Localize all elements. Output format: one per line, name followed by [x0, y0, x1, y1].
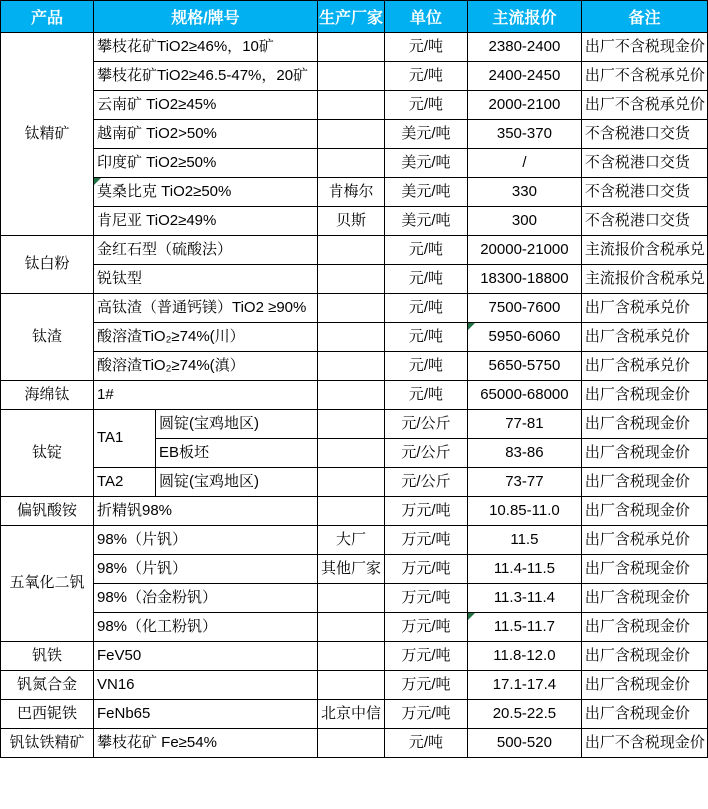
maker-cell	[317, 381, 384, 410]
note-cell	[581, 207, 707, 236]
price-cell	[467, 410, 581, 439]
cell-text: 元/吨	[408, 298, 444, 316]
cell-text: 万元/吨	[401, 704, 451, 722]
cell-text: 出厂不含税承兑价	[584, 95, 705, 113]
cell-text: 万元/吨	[401, 617, 451, 635]
table-row	[1, 671, 708, 700]
note-cell	[581, 410, 707, 439]
cell-text: 11.3-11.4	[493, 588, 555, 606]
cell-text: 20000-21000	[480, 240, 569, 258]
table-row	[1, 497, 708, 526]
cell-text: /	[522, 153, 527, 171]
cell-text: 77-81	[505, 414, 544, 432]
product-cell	[1, 729, 94, 758]
column-header-3: 单位	[384, 1, 467, 33]
note-cell	[581, 62, 707, 91]
spec-cell	[93, 497, 317, 526]
cell-text: TA1	[96, 429, 124, 447]
cell-text: 98%（片钒）	[96, 559, 188, 577]
maker-cell	[317, 555, 384, 584]
cell-text: 元/吨	[408, 327, 444, 345]
maker-cell	[317, 410, 384, 439]
spec-cell	[93, 671, 317, 700]
unit-cell	[384, 468, 467, 497]
table-row	[1, 323, 708, 352]
cell-text: 1#	[96, 385, 114, 403]
spec-cell	[93, 352, 317, 381]
unit-cell	[384, 642, 467, 671]
cell-text: 主流报价含税承兑	[584, 269, 705, 287]
maker-cell	[317, 149, 384, 178]
unit-cell	[384, 120, 467, 149]
cell-text: 出厂含税现金价	[584, 675, 690, 693]
price-cell	[467, 729, 581, 758]
maker-cell	[317, 700, 384, 729]
cell-text: 酸溶渣TiO₂≥74%(川）	[96, 327, 245, 345]
note-cell	[581, 468, 707, 497]
spec-cell	[93, 584, 317, 613]
unit-cell	[384, 265, 467, 294]
cell-text: 出厂含税现金价	[584, 588, 690, 606]
cell-text: 元/公斤	[401, 414, 451, 432]
cell-text: 钒钛铁精矿	[9, 733, 85, 751]
cell-text: 出厂含税现金价	[584, 559, 690, 577]
price-cell	[467, 381, 581, 410]
column-header-2: 生产厂家	[317, 1, 384, 33]
note-cell	[581, 497, 707, 526]
maker-cell	[317, 91, 384, 120]
unit-cell	[384, 410, 467, 439]
spec-cell	[93, 91, 317, 120]
cell-text: 圆锭(宝鸡地区)	[158, 472, 259, 490]
cell-text: 金红石型（硫酸法）	[96, 240, 232, 258]
spec-cell	[93, 265, 317, 294]
cell-text: 11.8-12.0	[493, 646, 556, 664]
note-cell	[581, 613, 707, 642]
note-cell	[581, 381, 707, 410]
maker-cell	[317, 613, 384, 642]
unit-cell	[384, 381, 467, 410]
unit-cell	[384, 671, 467, 700]
maker-cell	[317, 729, 384, 758]
cell-text: 其他厂家	[320, 559, 381, 577]
unit-cell	[384, 178, 467, 207]
unit-cell	[384, 613, 467, 642]
note-cell	[581, 642, 707, 671]
note-cell	[581, 584, 707, 613]
spec-cell	[93, 62, 317, 91]
note-cell	[581, 236, 707, 265]
price-cell	[467, 265, 581, 294]
table-row	[1, 642, 708, 671]
header-row	[1, 1, 708, 33]
price-cell	[467, 613, 581, 642]
cell-text: 出厂含税现金价	[584, 646, 690, 664]
cell-text: 11.5	[510, 530, 539, 548]
spec-cell	[93, 149, 317, 178]
unit-cell	[384, 729, 467, 758]
cell-text: 圆锭(宝鸡地区)	[158, 414, 259, 432]
price-cell	[467, 120, 581, 149]
table-row	[1, 120, 708, 149]
price-cell	[467, 91, 581, 120]
cell-text: 出厂含税承兑价	[584, 327, 690, 345]
cell-text: 出厂含税现金价	[584, 385, 690, 403]
spec-cell	[93, 613, 317, 642]
unit-cell	[384, 91, 467, 120]
cell-text: 酸溶渣TiO₂≥74%(滇）	[96, 356, 245, 374]
spec-cell	[93, 120, 317, 149]
unit-cell	[384, 62, 467, 91]
cell-text: 钛精矿	[24, 124, 70, 142]
table-row	[1, 555, 708, 584]
cell-text: 300	[511, 211, 537, 229]
cell-text: 5950-6060	[488, 327, 561, 345]
price-cell	[467, 62, 581, 91]
spec-cell	[93, 555, 317, 584]
price-cell	[467, 671, 581, 700]
cell-text: 元/吨	[408, 269, 444, 287]
unit-cell	[384, 236, 467, 265]
note-cell	[581, 555, 707, 584]
note-cell	[581, 265, 707, 294]
cell-text: 不含税港口交货	[584, 211, 690, 229]
cell-text: 元/吨	[408, 385, 444, 403]
column-header-5: 备注	[581, 1, 707, 33]
maker-cell	[317, 642, 384, 671]
product-cell	[1, 526, 94, 642]
maker-cell	[317, 439, 384, 468]
form-cell	[155, 439, 317, 468]
cell-text: 攀枝花矿TiO2≥46.5-47%，20矿	[96, 66, 309, 84]
cell-text: 肯梅尔	[328, 182, 374, 200]
cell-text: 美元/吨	[401, 124, 451, 142]
cell-text: 65000-68000	[480, 385, 569, 403]
note-cell	[581, 352, 707, 381]
cell-text: 500-520	[496, 733, 552, 751]
cell-text: 出厂含税现金价	[584, 617, 690, 635]
price-cell	[467, 178, 581, 207]
unit-cell	[384, 207, 467, 236]
maker-cell	[317, 671, 384, 700]
cell-text: 10.85-11.0	[489, 501, 560, 519]
cell-text: 73-77	[505, 472, 544, 490]
cell-text: 钛锭	[31, 443, 62, 461]
spec-cell	[93, 729, 317, 758]
table-row	[1, 149, 708, 178]
cell-text: 印度矿 TiO2≥50%	[96, 153, 217, 171]
cell-text: 钒铁	[31, 646, 62, 664]
cell-text: 折精钒98%	[96, 501, 173, 519]
cell-text: 万元/吨	[401, 588, 451, 606]
cell-text: 出厂不含税承兑价	[584, 66, 705, 84]
spec-cell	[93, 294, 317, 323]
cell-text: 海绵钛	[24, 385, 70, 403]
cell-text: 98%（冶金粉钒）	[96, 588, 218, 606]
cell-text: 元/吨	[408, 95, 444, 113]
cell-text: 出厂含税现金价	[584, 704, 690, 722]
cell-text: 2000-2100	[488, 95, 561, 113]
grade-cell	[93, 468, 155, 497]
cell-text: FeNb65	[96, 704, 151, 722]
maker-cell	[317, 265, 384, 294]
cell-text: 5650-5750	[488, 356, 561, 374]
cell-text: 攀枝花矿TiO2≥46%，10矿	[96, 37, 274, 55]
cell-text: 越南矿 TiO2>50%	[96, 124, 217, 142]
cell-text: 钛渣	[31, 327, 62, 345]
note-cell	[581, 729, 707, 758]
price-cell	[467, 468, 581, 497]
spec-cell	[93, 236, 317, 265]
spec-cell	[93, 178, 317, 207]
table-row	[1, 526, 708, 555]
product-cell	[1, 642, 94, 671]
spec-cell	[93, 33, 317, 62]
note-cell	[581, 526, 707, 555]
maker-cell	[317, 62, 384, 91]
cell-text: 2380-2400	[488, 37, 561, 55]
cell-text: 出厂含税承兑价	[584, 530, 690, 548]
price-cell	[467, 236, 581, 265]
unit-cell	[384, 555, 467, 584]
cell-text: 偏钒酸铵	[16, 501, 77, 519]
product-cell	[1, 294, 94, 381]
price-cell	[467, 439, 581, 468]
column-header-0: 产品	[1, 1, 94, 33]
spec-cell	[93, 700, 317, 729]
cell-text: 出厂含税承兑价	[584, 298, 690, 316]
comment-triangle-icon	[468, 323, 475, 330]
cell-text: 大厂	[335, 530, 366, 548]
note-cell	[581, 149, 707, 178]
maker-cell	[317, 497, 384, 526]
cell-text: 贝斯	[335, 211, 366, 229]
cell-text: 巴西铌铁	[16, 704, 77, 722]
unit-cell	[384, 700, 467, 729]
cell-text: 20.5-22.5	[492, 704, 557, 722]
cell-text: 不含税港口交货	[584, 124, 690, 142]
table-row	[1, 294, 708, 323]
column-header-4: 主流报价	[467, 1, 581, 33]
maker-cell	[317, 526, 384, 555]
cell-text: 钒氮合金	[16, 675, 77, 693]
cell-text: 元/吨	[408, 240, 444, 258]
cell-text: 主流报价含税承兑	[584, 240, 705, 258]
cell-text: 83-86	[505, 443, 544, 461]
maker-cell	[317, 236, 384, 265]
cell-text: 不含税港口交货	[584, 153, 690, 171]
table-row	[1, 207, 708, 236]
cell-text: 98%（片钒）	[96, 530, 188, 548]
price-cell	[467, 207, 581, 236]
cell-text: 元/公斤	[401, 472, 451, 490]
table-row	[1, 584, 708, 613]
product-cell	[1, 33, 94, 236]
maker-cell	[317, 33, 384, 62]
cell-text: 美元/吨	[401, 182, 451, 200]
maker-cell	[317, 178, 384, 207]
cell-text: VN16	[96, 675, 135, 693]
table-row	[1, 33, 708, 62]
unit-cell	[384, 584, 467, 613]
cell-text: 北京中信	[320, 704, 381, 722]
cell-text: 元/吨	[408, 733, 444, 751]
table-row	[1, 352, 708, 381]
cell-text: EB板坯	[158, 443, 209, 461]
cell-text: 万元/吨	[401, 501, 451, 519]
unit-cell	[384, 497, 467, 526]
cell-text: 2400-2450	[488, 66, 561, 84]
unit-cell	[384, 323, 467, 352]
cell-text: 元/吨	[408, 37, 444, 55]
cell-text: 11.4-11.5	[493, 559, 555, 577]
maker-cell	[317, 323, 384, 352]
table-row	[1, 410, 708, 439]
cell-text: 万元/吨	[401, 559, 451, 577]
cell-text: TA2	[96, 472, 124, 490]
cell-text: 五氧化二钒	[9, 574, 85, 592]
cell-text: 出厂含税现金价	[584, 443, 690, 461]
unit-cell	[384, 294, 467, 323]
cell-text: 出厂不含税现金价	[584, 37, 705, 55]
comment-triangle-icon	[468, 613, 475, 620]
price-cell	[467, 526, 581, 555]
cell-text: 出厂含税承兑价	[584, 356, 690, 374]
product-cell	[1, 671, 94, 700]
cell-text: 锐钛型	[96, 269, 142, 287]
product-cell	[1, 700, 94, 729]
product-cell	[1, 381, 94, 410]
cell-text: 元/公斤	[401, 443, 451, 461]
cell-text: 元/吨	[408, 66, 444, 84]
cell-text: 云南矿 TiO2≥45%	[96, 95, 217, 113]
maker-cell	[317, 468, 384, 497]
cell-text: 17.1-17.4	[492, 675, 557, 693]
cell-text: 万元/吨	[401, 530, 451, 548]
form-cell	[155, 468, 317, 497]
table-row	[1, 613, 708, 642]
cell-text: 肯尼亚 TiO2≥49%	[96, 211, 217, 229]
product-cell	[1, 497, 94, 526]
price-cell	[467, 584, 581, 613]
cell-text: 18300-18800	[480, 269, 569, 287]
cell-text: 美元/吨	[401, 211, 451, 229]
spec-cell	[93, 642, 317, 671]
cell-text: 11.5-11.7	[493, 617, 555, 635]
price-cell	[467, 642, 581, 671]
spec-cell	[93, 526, 317, 555]
note-cell	[581, 120, 707, 149]
cell-text: 攀枝花矿 Fe≥54%	[96, 733, 217, 751]
cell-text: FeV50	[96, 646, 142, 664]
price-cell	[467, 497, 581, 526]
unit-cell	[384, 33, 467, 62]
table-row	[1, 729, 708, 758]
cell-text: 出厂含税现金价	[584, 414, 690, 432]
maker-cell	[317, 120, 384, 149]
note-cell	[581, 178, 707, 207]
cell-text: 钛白粉	[24, 255, 70, 273]
table-row	[1, 62, 708, 91]
table-row	[1, 178, 708, 207]
table-row	[1, 468, 708, 497]
spec-cell	[93, 381, 317, 410]
note-cell	[581, 439, 707, 468]
cell-text: 元/吨	[408, 356, 444, 374]
grade-cell	[93, 410, 155, 468]
cell-text: 出厂不含税现金价	[584, 733, 705, 751]
product-cell	[1, 236, 94, 294]
cell-text: 莫桑比克 TiO2≥50%	[96, 182, 232, 200]
unit-cell	[384, 352, 467, 381]
comment-triangle-icon	[94, 178, 101, 185]
note-cell	[581, 700, 707, 729]
table-row	[1, 381, 708, 410]
cell-text: 98%（化工粉钒）	[96, 617, 218, 635]
note-cell	[581, 294, 707, 323]
maker-cell	[317, 294, 384, 323]
cell-text: 出厂含税现金价	[584, 501, 690, 519]
spec-cell	[93, 207, 317, 236]
unit-cell	[384, 439, 467, 468]
unit-cell	[384, 149, 467, 178]
cell-text: 美元/吨	[401, 153, 451, 171]
maker-cell	[317, 584, 384, 613]
note-cell	[581, 33, 707, 62]
table-row	[1, 265, 708, 294]
cell-text: 高钛渣（普通钙镁）TiO2 ≥90%	[96, 298, 307, 316]
cell-text: 330	[511, 182, 537, 200]
cell-text: 出厂含税现金价	[584, 472, 690, 490]
column-header-1: 规格/牌号	[93, 1, 317, 33]
note-cell	[581, 323, 707, 352]
price-cell	[467, 149, 581, 178]
maker-cell	[317, 352, 384, 381]
table-row	[1, 91, 708, 120]
price-cell	[467, 323, 581, 352]
unit-cell	[384, 526, 467, 555]
cell-text: 万元/吨	[401, 646, 451, 664]
price-cell	[467, 33, 581, 62]
price-cell	[467, 352, 581, 381]
table-row	[1, 236, 708, 265]
spec-cell	[93, 323, 317, 352]
form-cell	[155, 410, 317, 439]
cell-text: 7500-7600	[488, 298, 561, 316]
cell-text: 不含税港口交货	[584, 182, 690, 200]
price-cell	[467, 700, 581, 729]
price-cell	[467, 294, 581, 323]
product-cell	[1, 410, 94, 497]
note-cell	[581, 671, 707, 700]
cell-text: 万元/吨	[401, 675, 451, 693]
table-row	[1, 700, 708, 729]
cell-text: 350-370	[496, 124, 552, 142]
price-cell	[467, 555, 581, 584]
maker-cell	[317, 207, 384, 236]
note-cell	[581, 91, 707, 120]
